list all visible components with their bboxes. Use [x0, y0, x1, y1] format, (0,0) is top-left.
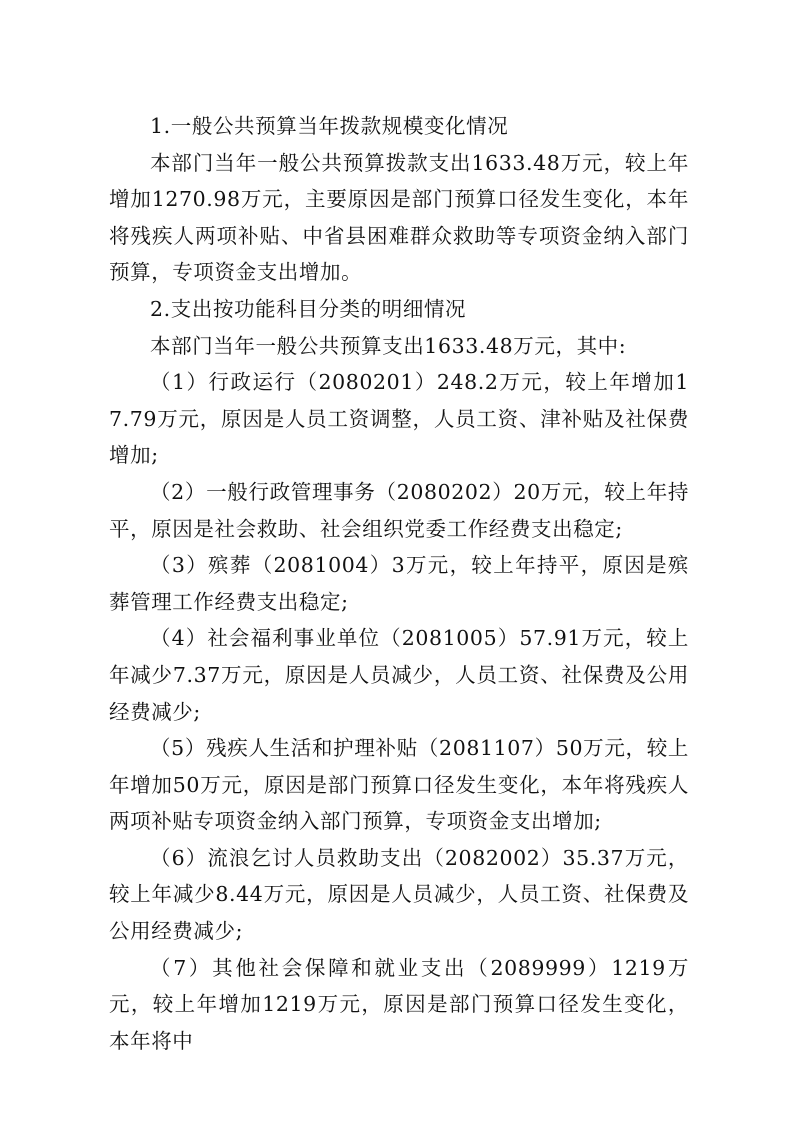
- list-item-administrative-operation: （1）行政运行（2080201）248.2万元，较上年增加17.79万元，原因是人员工资调整，人员工资、津补贴及社保费增加;: [109, 370, 689, 468]
- list-item-other-social-security: （7）其他社会保障和就业支出（2089999）1219万元，较上年增加1219万元，原因是部门预算口径发生变化，本年将中: [109, 955, 689, 1053]
- section-heading-budget-change: 1.一般公共预算当年拨款规模变化情况: [150, 114, 509, 138]
- paragraph-functional-summary: 本部门当年一般公共预算支出1633.48万元，其中:: [150, 333, 627, 358]
- list-item-disability-subsidy: （5）残疾人生活和护理补贴（2081107）50万元，较上年增加50万元，原因是部门预算口径发生变化，本年将残疾人两项补贴专项资金纳入部门预算，专项资金支出增加;: [109, 736, 689, 834]
- list-item-general-administration: （2）一般行政管理事务（2080202）20万元，较上年持平，原因是社会救助、社会组织党委工作经费支出稳定;: [109, 479, 689, 541]
- list-item-funeral: （3）殡葬（2081004）3万元，较上年持平，原因是殡葬管理工作经费支出稳定;: [109, 553, 689, 614]
- list-item-vagrant-relief: （6）流浪乞讨人员救助支出（2082002）35.37万元，较上年减少8.44万元，原因是人员减少，人员工资、社保费及公用经费减少;: [109, 845, 689, 944]
- section-heading-functional-detail: 2.支出按功能科目分类的明细情况: [150, 296, 467, 321]
- list-item-social-welfare-units: （4）社会福利事业单位（2081005）57.91万元，较上年减少7.37万元，原因是人员减少，人员工资、社保费及公用经费减少;: [109, 626, 689, 724]
- document-body: [109, 108, 689, 1059]
- paragraph-budget-change: 本部门当年一般公共预算拨款支出1633.48万元，较上年增加1270.98万元，主要原因是部门预算口径发生变化，本年将残疾人两项补贴、中省县困难群众救助等专项资金纳入部门预算，专项资金支出增加。: [109, 150, 689, 285]
